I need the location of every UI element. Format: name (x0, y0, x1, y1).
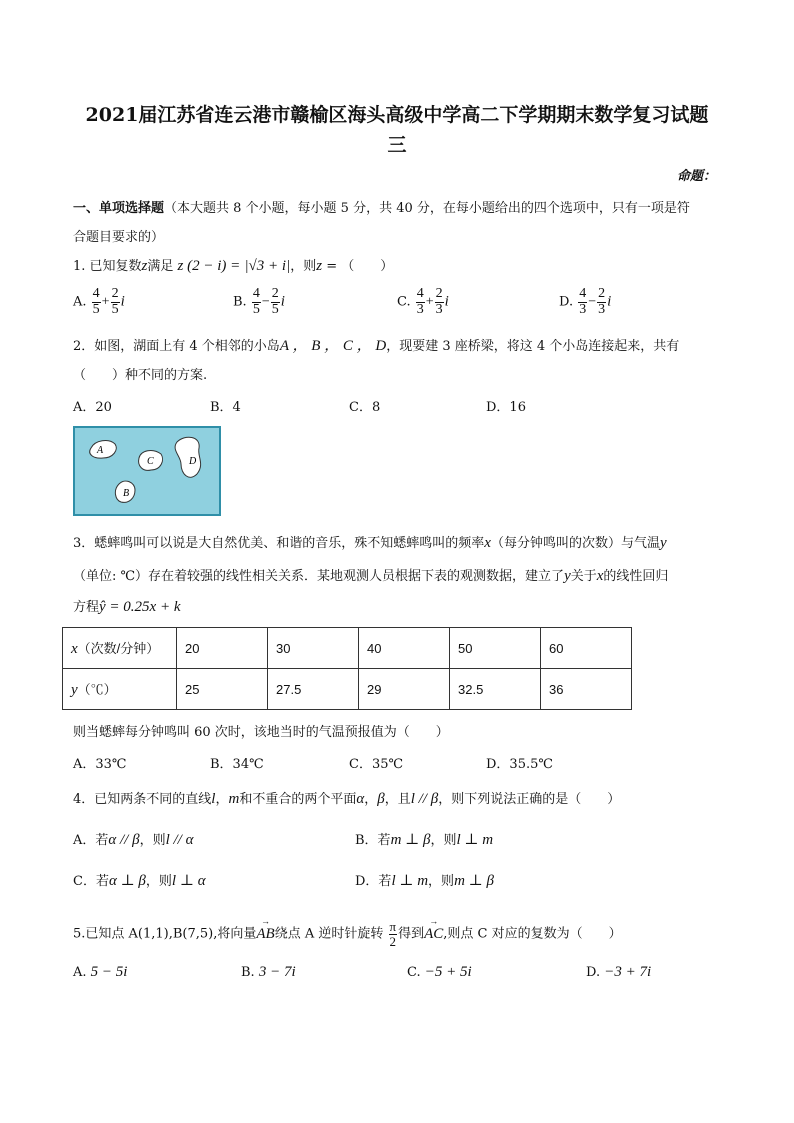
q4-sep: ， (364, 792, 378, 807)
table-cell: y（℃） (63, 669, 177, 710)
q1-option-b[interactable] (233, 287, 285, 317)
q2-stem-line2: （ ）种不同的方案. (73, 368, 208, 383)
q1-ask: ，则 (290, 259, 317, 274)
q5-option-d[interactable]: D. −3 + 7i (586, 964, 652, 980)
q3-x: x (596, 568, 604, 584)
q1-option-a[interactable] (73, 287, 125, 317)
fraction: $\frac{2}{5}$ (271, 286, 279, 317)
q3-line2a: （单位: ℃）存在着较强的线性相关关系．某地观测人员根据下表的观测数据，建立了 (73, 569, 565, 584)
q4-text-a: 4．已知两条不同的直线 (73, 792, 212, 807)
fraction: $\frac{4}{5}$ (252, 286, 260, 317)
q1-lhs: z (2 − i) = (177, 258, 241, 274)
section-desc: （本大题共 8 个小题，每小题 5 分，共 40 分，在每小题给出的四个选项中，只有一项是符 (164, 201, 690, 216)
q3-option-a[interactable]: A．33℃ (73, 757, 127, 772)
fraction: $\frac{4}{5}$ (92, 286, 100, 317)
q3-line3a: 方程 (73, 600, 100, 615)
q2-text2: ，现要建 3 座桥梁，将这 4 个小岛连接起来，共有 (386, 339, 680, 354)
q3-option-d[interactable]: D．35.5℃ (486, 757, 553, 772)
page-title-line1: 2021届江苏省连云港市赣榆区海头高级中学高二下学期期末数学复习试题 (85, 104, 709, 126)
q5-stem (73, 920, 622, 948)
author-label: 命题： (677, 169, 717, 184)
q3-option-b[interactable]: B．34℃ (210, 757, 264, 772)
q4-alpha: α (356, 791, 365, 807)
q5-option-b[interactable]: B. 3 − 7i (241, 964, 296, 980)
q4-stem (73, 788, 620, 808)
fraction: $\frac{2}{5}$ (111, 286, 119, 317)
island-b-label: B (123, 488, 130, 499)
imag-unit: i (120, 293, 125, 310)
imag-unit: i (607, 293, 612, 310)
operator: − (261, 294, 270, 310)
q2-option-a[interactable]: A．20 (73, 400, 112, 415)
q3-stem-line2 (73, 565, 668, 585)
q1-option-label: C. (397, 294, 411, 310)
fraction: $\frac{4}{3}$ (416, 286, 424, 317)
table-cell: 27.5 (268, 669, 359, 710)
q4-option-a[interactable]: A．若α // β，则l // α (73, 832, 194, 848)
table-cell: 29 (359, 669, 450, 710)
q5-text-b: 绕点 A 逆时针旋转 (274, 926, 384, 942)
table-row (63, 628, 632, 669)
table-row (63, 669, 632, 710)
q3-x: x (484, 535, 491, 551)
q2-stem (73, 334, 679, 355)
q1-rhs: |√3 + i| (244, 258, 291, 274)
q2-islands: A ， B ， C ， D (279, 338, 387, 354)
q2-text1: 2．如图，湖面上有 4 个相邻的小岛 (73, 339, 280, 354)
q1-option-d[interactable] (559, 287, 611, 317)
island-d-label: D (189, 456, 197, 467)
q4-option-c[interactable]: C．若α ⊥ β，则l ⊥ α (73, 873, 206, 889)
section-heading-line (73, 197, 690, 216)
q5-vector-ac: → AC (424, 926, 443, 943)
table-cell: 20 (177, 628, 268, 669)
page-title-line2: 三 (387, 134, 407, 156)
q1-option-label: B. (233, 294, 247, 310)
table-cell: 25 (177, 669, 268, 710)
operator: + (101, 294, 110, 310)
q4-text-d: ，则下列说法正确的是（ ） (438, 792, 621, 807)
q5-text-d: ,则点 C 对应的复数为（ ） (443, 926, 622, 942)
table-cell: x（次数/分钟） (63, 628, 177, 669)
imag-unit: i (444, 293, 449, 310)
operator: − (588, 294, 597, 310)
q4-option-d[interactable]: D．若l ⊥ m，则m ⊥ β (355, 873, 494, 889)
q4-text-c: ，且 (384, 792, 411, 807)
q4-sep: ， (215, 792, 229, 807)
q3-y: y (564, 568, 571, 584)
fraction: $\frac{2}{3}$ (598, 286, 606, 317)
q3-equation: ŷ = 0.25x + k (99, 599, 181, 615)
q1-option-c[interactable] (397, 287, 449, 317)
q3-line1b: （每分钟鸣叫的次数）与气温 (490, 536, 660, 551)
q1-option-label: D. (559, 294, 574, 310)
q3-y: y (659, 535, 667, 551)
table-cell: 60 (541, 628, 632, 669)
q3-stem-line1 (73, 532, 667, 552)
q3-line2c: 的线性回归 (603, 569, 669, 584)
q3-line1a: 3．蟋蟀鸣叫可以说是大自然优美、和谐的音乐，殊不知蟋蟀鸣叫的频率 (73, 536, 485, 551)
q1-z: z (141, 258, 148, 274)
q1-ask-z: z (316, 258, 323, 274)
island-c-label: C (147, 456, 154, 467)
q4-text-b: 和不重合的两个平面 (239, 792, 357, 807)
island-a-label: A (97, 445, 104, 456)
q5-vector-ab: → AB (256, 926, 274, 943)
table-cell: 32.5 (450, 669, 541, 710)
q2-option-d[interactable]: D．16 (486, 400, 526, 415)
q1-prefix: 1. 已知复数 (73, 259, 142, 274)
lake-figure (73, 426, 221, 516)
table-cell: 30 (268, 628, 359, 669)
q4-beta: β (377, 791, 385, 807)
operator: + (425, 294, 434, 310)
q2-option-b[interactable]: B．4 (210, 400, 241, 415)
fraction: $\frac{2}{3}$ (435, 286, 443, 317)
q1-satisfies: 满足 (147, 259, 174, 274)
section-desc-line2: 合题目要求的） (73, 230, 165, 245)
q2-option-c[interactable]: C．8 (349, 400, 381, 415)
q5-fraction: $\frac{\pi}{2}$ (389, 919, 397, 949)
table-cell: 50 (450, 628, 541, 669)
q5-option-c[interactable]: C. −5 + 5i (407, 964, 472, 980)
q3-stem-line3 (73, 596, 180, 616)
q3-after: 则当蟋蟀每分钟鸣叫 60 次时，该地当时的气温预报值为（ ） (73, 725, 449, 740)
q4-m: m (228, 791, 240, 807)
q1-stem (73, 255, 393, 275)
q4-l: l (211, 791, 216, 807)
q3-option-c[interactable]: C．35℃ (349, 757, 404, 772)
q3-line2b: 关于 (570, 569, 597, 584)
q1-option-label: A. (73, 294, 87, 310)
q5-option-a[interactable]: A. 5 − 5i (73, 964, 128, 980)
table-cell: 40 (359, 628, 450, 669)
fraction: $\frac{4}{3}$ (579, 286, 587, 317)
table-cell: 36 (541, 669, 632, 710)
imag-unit: i (280, 293, 285, 310)
q4-option-b[interactable]: B．若m ⊥ β，则l ⊥ m (355, 832, 494, 848)
q4-cond: l // β (410, 791, 439, 807)
q5-text-a: 5.已知点 A(1,1),B(7,5),将向量 (73, 926, 257, 942)
section-heading: 一、单项选择题 (73, 201, 165, 216)
q5-text-c: 得到 (398, 926, 425, 942)
q3-data-table (62, 627, 632, 710)
q1-eq: = （ ） (326, 259, 394, 274)
